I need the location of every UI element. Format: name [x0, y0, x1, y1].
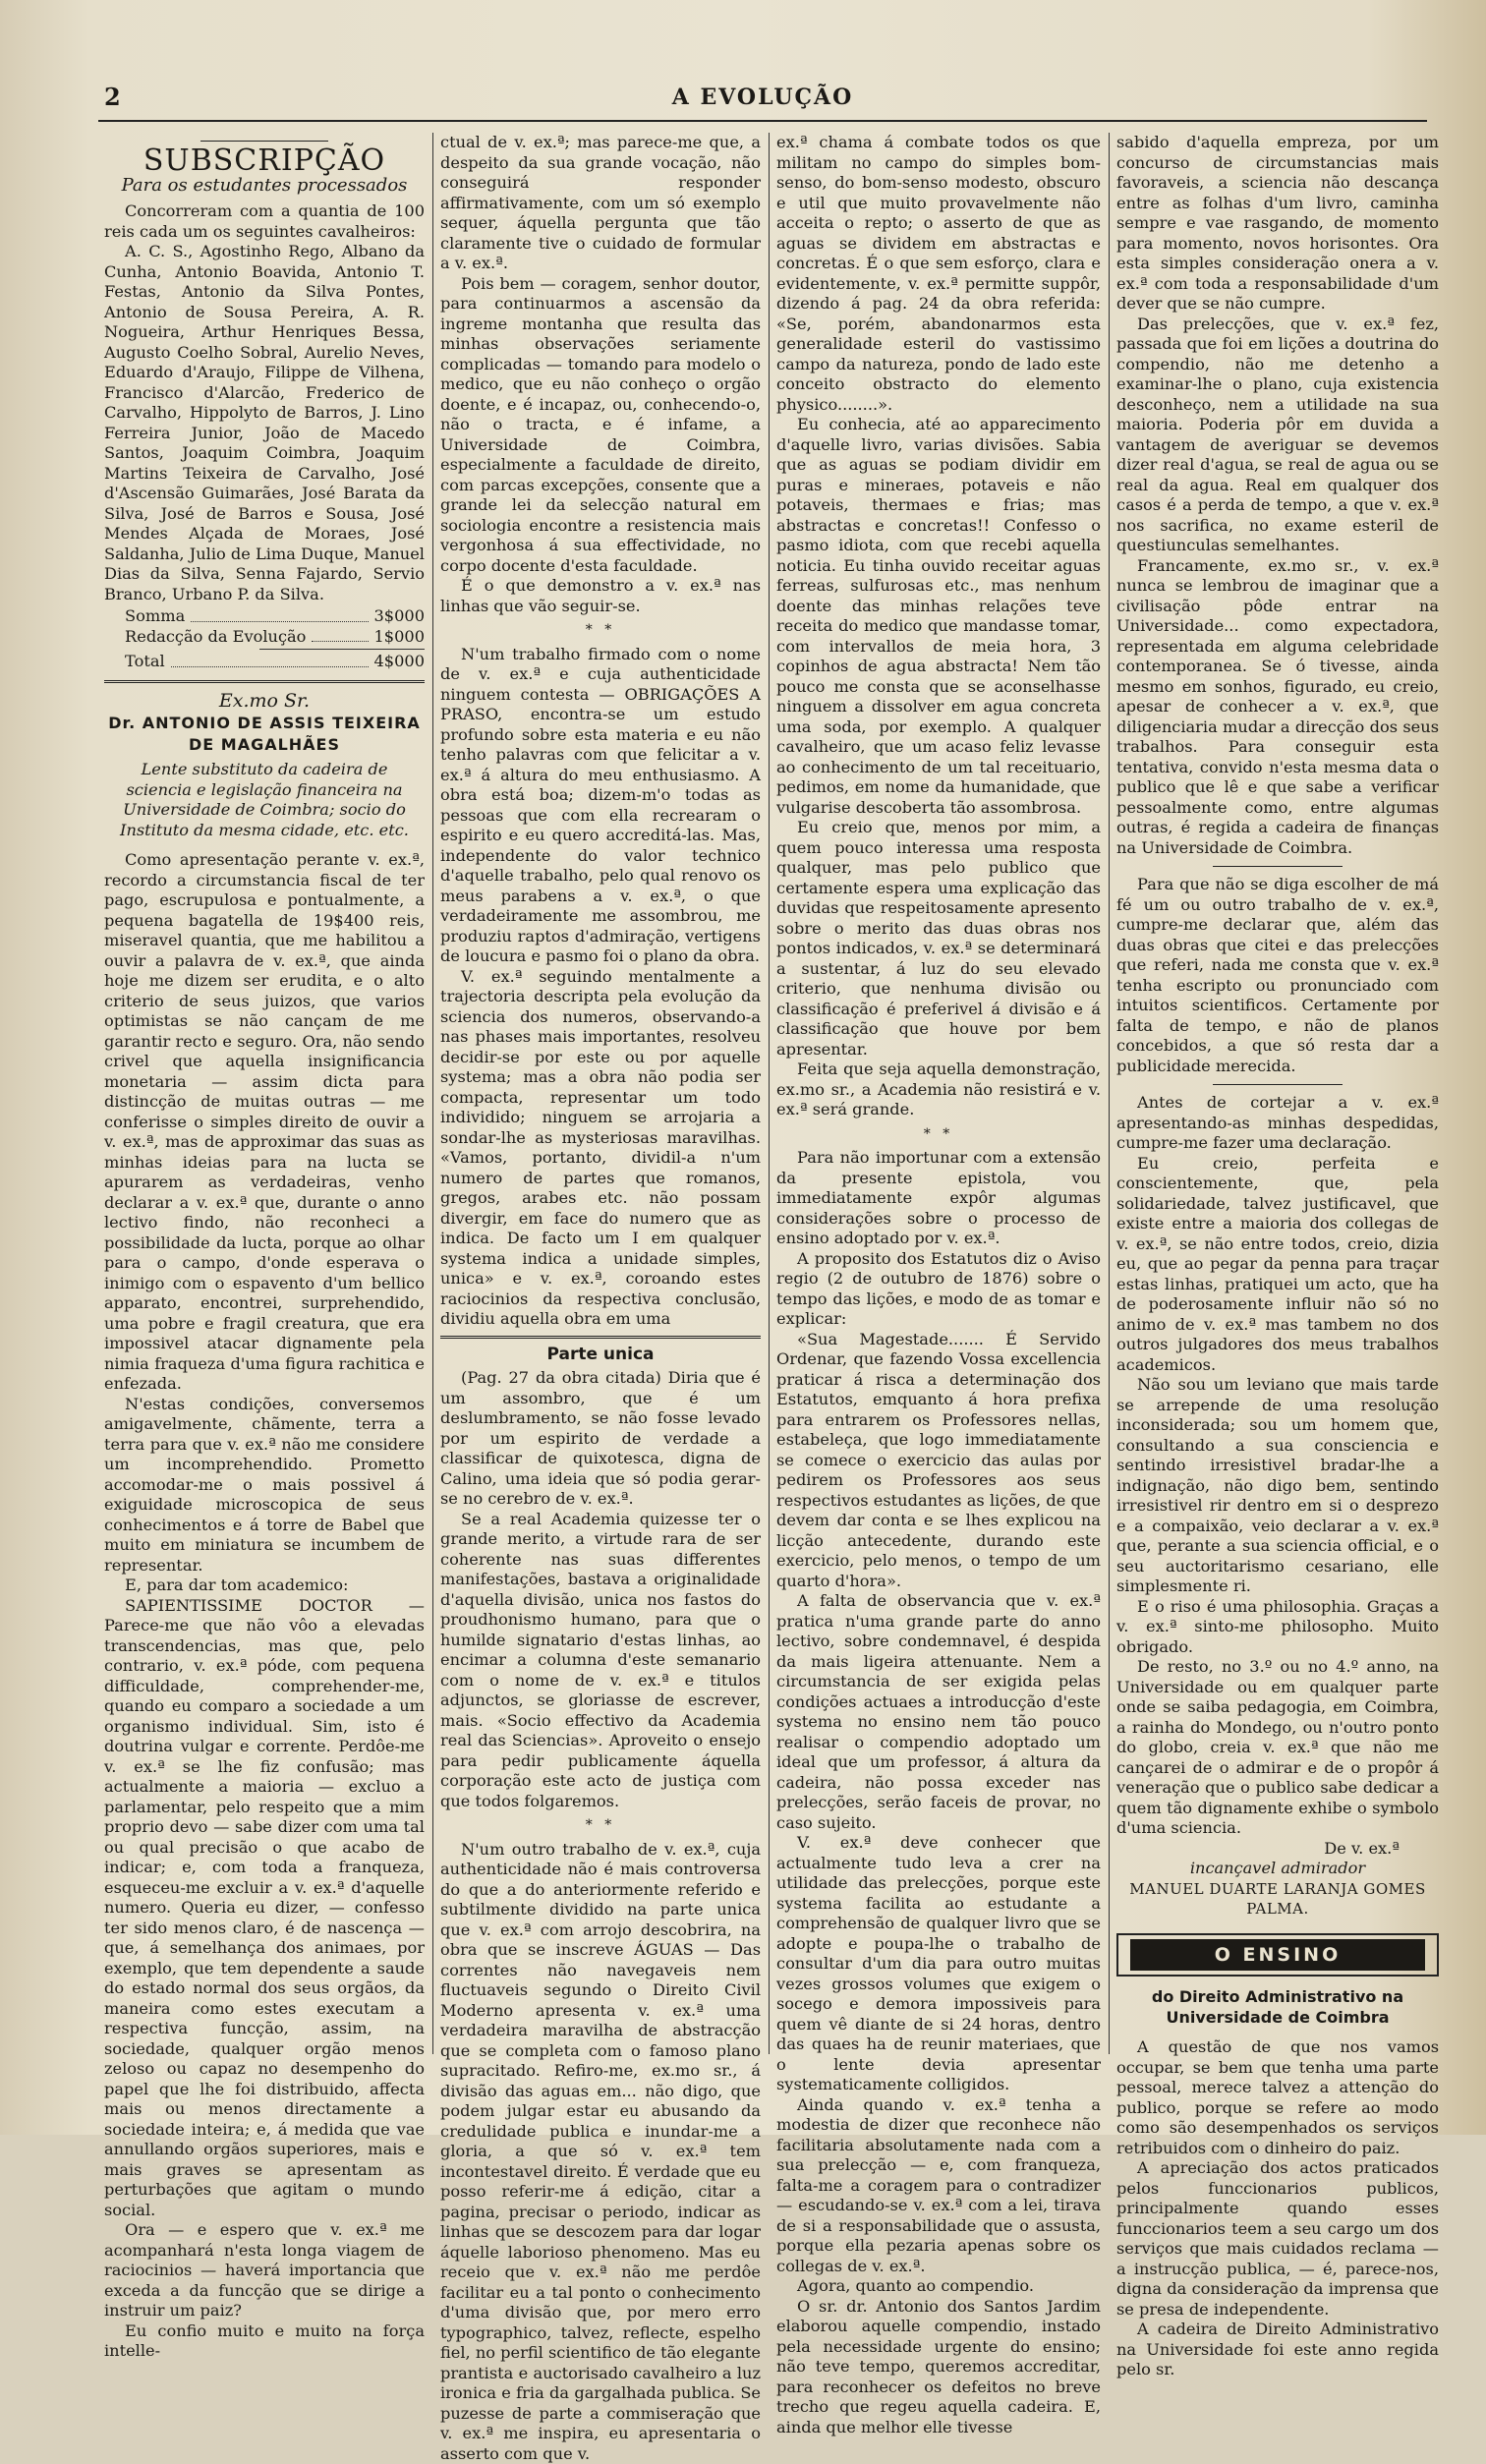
paragraph: Eu creio, perfeita e conscientemente, que, pela solidariedade, talvez justificavel, que existe entre a maioria dos collegas de v. ex.ª, se não entre todos, creio, dizia eu, que ao pegar da penna para traçar estas linhas, pratiquei um acto, que ha de poderosamente influir não só no animo de v. ex.ª mas tambem no dos outros julgadores dos meus trabalhos academicos. [1116, 1154, 1439, 1376]
addressee-name: Dr. ANTONIO DE ASSIS TEIXEIRA DE MAGALHÃES [104, 713, 425, 756]
signature-role: incançavel admirador [1116, 1859, 1439, 1879]
paragraph: Ainda quando v. ex.ª tenha a modestia de dizer que reconhece não facilitaria absolutamente nada com a sua prelecção — e, com franqueza, falta-me a coragem para o contradizer — escudando-se v. ex.ª com a lei, tirava de si a responsabilidade que o assusta, porque ella pezaria apenas sobre os collegas de v. ex.ª. [776, 2095, 1101, 2277]
separator: * * [440, 620, 761, 641]
paragraph: Para que não se diga escolher de má fé um ou outro trabalho de v. ex.ª, cumpre-me declarar que, além das duas obras que citei e das prelecções que referi, nada me consta que v. ex.ª tenha escripto ou pronunciado com intuitos scientificos. Certamente por falta de tempo, e não de planos concebidos, a que só resta dar a publicidade merecida. [1116, 875, 1439, 1076]
paragraph: V. ex.ª deve conhecer que actualmente tudo leva a crer na utilidade das prelecções, porque este systema facilita ao estudante a comprehensão de qualquer livro que se adopte e poupa-lhe o trabalho de consultar d'um dia para outro muitas vezes grossos volumes que exigem o socego e demora impossiveis para quem vê diante de si 24 horas, dentro das quaes ha de reunir materiaes, que o lente devia apresentar systematicamente colligidos. [776, 1833, 1101, 2095]
paragraph: A cadeira de Direito Administrativo na Universidade foi este anno regida pelo sr. [1116, 2320, 1439, 2380]
subscription-subtitle: Para os estudantes processados [104, 176, 425, 197]
page-number: 2 [104, 83, 121, 111]
paragraph: Como apresentação perante v. ex.ª, recordo a circumstancia fiscal de ter pago, escrupulosa e pontualmente, a pequena bagatella de 19$400 reis, miseravel quantia, que me habilitou a ouvir a palavra de v. ex.ª, que ainda hoje me dizem ser erudita, e o alto criterio de seus juizos, que varios optimistas se não cançam de me garantir recto e seguro. Ora, não sendo crivel que aquella insignificancia monetaria — assim dicta para distincção de muitas outras — me conferisse o simples direito de ouvir a v. ex.ª, mas de approximar das suas as minhas ideias para na lucta se apurarem as verdadeiras, venho declarar a v. ex.ª que, durante o anno lectivo findo, não reconheci a possibilidade da lucta, porque ao olhar para o campo, d'onde esperava o inimigo com o espavento d'um bellico apparato, encontrei, surprehendido, uma pobre e fragil creatura, que era impossivel atacar dignamente pela nimia fraqueza d'uma figura rachitica e enfezada. [104, 850, 425, 1395]
paragraph: E, para dar tom academico: [104, 1576, 425, 1596]
paragraph: ex.ª chama á combate todos os que militam no campo do simples bom-senso, do bom-senso modesto, obscuro e util que muito provavelmente não acceita o repto; o asserto de que as aguas se dividem em abstractas e concretas. É o que sem esforço, clara e evidentemente, v. ex.ª permitte suppôr, dizendo á pag. 24 da obra referida: «Se, porém, abandonarmos esta generalidade esteril do vastissimo campo da natureza, pondo de lado este conceito obstracto do elemento physico........». [776, 133, 1101, 415]
paragraph: Eu conhecia, até ao apparecimento d'aquelle livro, varias divisões. Sabia que as aguas se podiam dividir em puras e mineraes, potaveis e não potaveis, thermaes e frias; mas abstractas e concretas!! Confesso o pasmo idiota, com que recebi aquella noticia. Eu tinha ouvido receitar aguas ferreas, sulfurosas etc., mas nenhum doente das minhas relações teve receita do medico que mandasse tomar, com intervallos de meia hora, 3 copinhos de agua abstracta! Nem tão pouco me consta que se aconselhasse ninguem a dissolver em agua concreta uma soda, por exemplo. A qualquer cavalheiro, que um acaso feliz levasse ao conhecimento de um tal receituario, pedimos, em nome da humanidade, que vulgarise descoberta tão assombrosa. [776, 415, 1101, 818]
ensino-header [1116, 1933, 1439, 1977]
paragraph: Eu confio muito e muito na força intelle- [104, 2321, 425, 2362]
section-rule [1213, 866, 1342, 867]
masthead-rule [98, 120, 1427, 122]
ensino-subtitle: do Direito Administrativo na Universidade de Coimbra [1116, 1986, 1439, 2028]
paragraph: sabido d'aquella empreza, por um concurso de circumstancias mais favoraveis, a sciencia não descança entre as folhas d'um livro, caminha sempre e vae rasgando, de momento para momento, novos horisontes. Ora esta simples consideração onera a v. ex.ª com toda a responsabilidade d'um dever que se não cumpre. [1116, 133, 1439, 315]
paragraph: Feita que seja aquella demonstração, ex.mo sr., a Academia não resistirá e v. ex.ª será grande. [776, 1060, 1101, 1120]
paragraph: Se a real Academia quizesse ter o grande merito, a virtude rara de ser coherente nas suas differentes manifestações, bastava a originalidade d'aquella divisão, unica nos fastos do proudhonismo humano, para que o humilde signatario d'estas linhas, ao encimar a columna d'este semanario com o nome de v. ex.ª e titulos adjunctos, se gloriasse de escrever, mais. «Socio effectivo da Academia real das Sciencias». Aproveito o ensejo para pedir publicamente áquella corporação este acto de justiça com que todos folgaremos. [440, 1510, 761, 1812]
ledger-value: 4$000 [374, 652, 426, 672]
signature-lead: De v. ex.ª [1116, 1839, 1400, 1860]
masthead [98, 79, 1427, 118]
paragraph: Agora, quanto ao compendio. [776, 2276, 1101, 2297]
ledger-row [125, 652, 425, 672]
subscriber-list: A. C. S., Agostinho Rego, Albano da Cunha, Antonio Boavida, Antonio T. Festas, Antonio da Silva Pontes, Antonio de Sousa Pereira, A. R. Nogueira, Arthur Henriques Bessa, Augusto Coelho Sobral, Aurelio Neves, Eduardo d'Araujo, Filippe de Vilhena, Francisco d'Alarcão, Frederico de Carvalho, Hippolyto de Barros, J. Lino Ferreira Junior, João de Macedo Santos, Joaquim Coimbra, Joaquim Martins Teixeira de Carvalho, José d'Ascensão Guimarães, José Barata da Silva, José de Barros e Sousa, José Mendes Alçada de Moraes, José Saldanha, Julio de Lima Duque, Manuel Dias da Silva, Senna Fajardo, Servio Branco, Urbano P. da Silva. [104, 242, 425, 604]
ledger-value: 1$000 [374, 627, 426, 648]
subscription-ledger [125, 606, 425, 672]
column-divider [1109, 133, 1110, 2054]
addressee-role: Lente substituto da cadeira de sciencia e legislação financeira na Universidade de Coimbra; socio do Instituto da mesma cidade, etc. etc. [110, 760, 419, 840]
paragraph: V. ex.ª seguindo mentalmente a trajectoria descripta pela evolução da sciencia dos numeros, observando-a nas phases mais importantes, resolveu decidir-se por este ou por aquelle systema; mas a obra não podia ser compacta, representar um todo individido; ninguem se arrojaria a sondar-lhe as mysteriosas maravilhas. «Vamos, portanto, dividil-a n'um numero de partes que romanos, gregos, arabes etc. não possam divergir, em face do numero que as indica. De facto um I em qualquer systema indica a unidade simples, unica» e v. ex.ª, coroando estes raciocinios da respectiva conclusão, dividiu aquella obra em uma [440, 967, 761, 1330]
column-1 [104, 133, 425, 2059]
newspaper-title: A EVOLUÇÃO [98, 85, 1427, 110]
ledger-row [125, 606, 425, 627]
paragraph: Francamente, ex.mo sr., v. ex.ª nunca se lembrou de imaginar que a civilisação pôde entrar na Universidade... como expectadora, representada em alguma celebridade contemporanea. Se ó tivesse, ainda mesmo em sonhos, figurado, eu creio, apesar de conhecer a v. ex.ª, que diligenciaria mudar a direcção dos seus trabalhos. Para conseguir esta tentativa, convido n'esta mesma data o publico que lê e que sabe a verificar pessoalmente como, entre algumas outras, é regida a cadeira de finanças na Universidade de Coimbra. [1116, 556, 1439, 859]
column-divider [432, 133, 433, 2054]
ledger-label: Somma [125, 606, 185, 627]
section-rule [1213, 1084, 1342, 1085]
column-2 [440, 133, 761, 2059]
ledger-value: 3$000 [374, 606, 426, 627]
ensino-title: O ENSINO [1130, 1939, 1425, 1972]
paragraph: (Pag. 27 da obra citada) Diria que é um assombro, que é um deslumbramento, se não fosse levado por um espirito de verdade a classificar de quixotesca, digna de Calino, uma ideia que só podia gerar-se no cerebro de v. ex.ª. [440, 1368, 761, 1510]
column-4 [1116, 133, 1439, 2059]
paragraph: De resto, no 3.º ou no 4.º anno, na Universidade ou em qualquer parte onde se saiba pedagogia, em Coimbra, a rainha do Mondego, ou n'outro ponto do globo, creia v. ex.ª que não me cançarei de o admirar e de o propôr á veneração que o publico sabe dedicar a quem tão dignamente exhibe o symbolo d'uma sciencia. [1116, 1657, 1439, 1839]
paragraph: É o que demonstro a v. ex.ª nas linhas que vão seguir-se. [440, 576, 761, 616]
paragraph: A falta de observancia que v. ex.ª pratica n'uma grande parte do anno lectivo, sobre condemnavel, é despida da mais ligeira attenuante. Nem a circumstancia de ser exigida pelas condições actuaes a introducção d'este systema no ensino nem tão pouco realisar o compendio adoptado um ideal que um professor, á altura da cadeira, não possa exceder nas prelecções, serão faceis de provar, no caso sujeito. [776, 1591, 1101, 1833]
column-divider [769, 133, 770, 2054]
paragraph: A questão de que nos vamos occupar, se bem que tenha uma parte pessoal, merece talvez a attenção do publico, porque se refere ao modo como são desempenhados os serviços retribuidos com o dinheiro do paiz. [1116, 2037, 1439, 2158]
paragraph: «Sua Magestade....... É Servido Ordenar, que fazendo Vossa excellencia praticar á risca a determinação dos Estatutos, emquanto á hora prefixa para entrarem os Professores nellas, estabeleça, que logo immediatamente se comece o exercicio das aulas por pedirem os Professores aos seus respectivos estudantes as lições, de que devem dar conta e se lhes explicou na licção antecedente, durando este exercicio, pelo menos, o tempo de um quarto d'hora». [776, 1330, 1101, 1592]
paragraph: Pois bem — coragem, senhor doutor, para continuarmos a ascensão da ingreme montanha que resulta das minhas observações seriamente complicadas — tomando para modelo o medico, que eu não conheço o orgão doente, e é incapaz, ou, conhecendo-o, não o tracta, e é infame, a Universidade de Coimbra, especialmente a faculdade de direito, com parcas excepções, consente que a grande lei da selecção natural em sociologia encontre a resistencia mais vergonhosa á sua effectividade, no corpo docente d'esta faculdade. [440, 274, 761, 577]
paragraph: ctual de v. ex.ª; mas parece-me que, a despeito da sua grande vocação, não conseguirá responder affirmativamente, com um só exemplo sequer, áquella pergunta que tão claramente tive o cuidado de formular a v. ex.ª. [440, 133, 761, 274]
paragraph: N'um outro trabalho de v. ex.ª, cuja authenticidade não é mais controversa do que a do anteriormente referido e subtilmente dividido na parte unica que v. ex.ª com arrojo descobrira, na obra que se inscreve ÁGUAS — Das correntes não navegaveis nem fluctuaveis segundo o Direito Civil Moderno apresenta v. ex.ª uma verdadeira maravilha de abstracção que se completa com o famoso plano supracitado. Refiro-me, ex.mo sr., á divisão das aguas em... não digo, que podem julgar estar eu abusando da credulidade publica e inundar-me a gloria, a que só v. ex.ª tem incontestavel direito. É verdade que eu posso referir-me á edição, citar a pagina, precisar o periodo, indicar as linhas que se descozem para dar logar áquelle laborioso phenomeno. Mas eu receio que v. ex.ª não me perdôe facilitar eu a tal ponto o conhecimento d'uma divisão que, por mero erro typographico, talvez, reflecte, espelho fiel, no perfil scientifico de tão elegante prantista e auctorisado cavalheiro a luz ironica e fria da gargalhada publica. Se puzesse de parte a commiseração que v. ex.ª me inspira, eu apresentaria o asserto com que v. [440, 1840, 761, 2464]
subscription-title: SUBSCRIPÇÃO [104, 151, 425, 172]
separator: * * [440, 1815, 761, 1836]
subscription-intro: Concorreram com a quantia de 100 reis cada um os seguintes cavalheiros: [104, 201, 425, 242]
salutation: Ex.mo Sr. [104, 691, 425, 712]
ledger-label: Redacção da Evolução [125, 627, 306, 648]
separator: * * [776, 1124, 1101, 1145]
paragraph: Ora — e espero que v. ex.ª me acompanhará n'esta longa viagem de raciocinios — haverá importancia que exceda a da funcção que se dirige a instruir um paiz? [104, 2220, 425, 2321]
paragraph: N'estas condições, conversemos amigavelmente, chãmente, terra a terra para que v. ex.ª não me considere um incomprehendido. Prometto accomodar-me o mais possivel á exiguidade microscopica de seus conhecimentos e á torre de Babel que muito em miniatura se incumbem de representar. [104, 1395, 425, 1576]
paragraph: SAPIENTISSIME DOCTOR — Parece-me que não vôo a elevadas transcendencias, mas que, pelo contrario, v. ex.ª póde, com pequena difficuldade, comprehender-me, quando eu comparo a sociedade a um organismo individual. Sim, isto é doutrina vulgar e corrente. Perdôe-me v. ex.ª se lhe fiz confusão; mas actualmente a maioria — excluo a parlamentar, pelo respeito que a mim proprio devo — sabe dizer com uma tal ou qual precisão o que acabo de indicar; e, com toda a franqueza, esqueceu-me excluir a v. ex.ª d'aquelle numero. Queria eu dizer, — confesso ter sido menos claro, é de nascença — que, á semelhança dos animaes, por exemplo, que tem dependente a saude do estado normal dos seus orgãos, da maneira como estes executam a respectiva funcção, assim, na sociedade, qualquer orgão menos zeloso ou capaz no desempenho do papel que lhe foi distribuido, affecta mais ou menos directamente a sociedade inteira; e, á medida que vae annullando orgãos superiores, mais e mais graves se apresentam as perturbações que agitam o mundo social. [104, 1596, 425, 2221]
section-rule [200, 141, 328, 142]
paragraph: Eu creio que, menos por mim, a quem pouco interessa uma resposta qualquer, mas pelo publico que certamente espera uma explicação das duvidas que respeitosamente apresento sobre o merito das duas obras nos pontos indicados, v. ex.ª se determinará a sustentar, á luz do seu elevado criterio, que nenhuma divisão ou classificação é preferivel á divisão e á classificação que houve por bem apresentar. [776, 818, 1101, 1060]
paragraph: O sr. dr. Antonio dos Santos Jardim elaborou aquelle compendio, instado pela necessidade urgente do ensino; não teve tempo, queremos accreditar, para reconhecer os defeitos no breve trecho que regeu aquella cadeira. E, ainda que melhor elle tivesse [776, 2297, 1101, 2438]
paragraph: Não sou um leviano que mais tarde se arrepende de uma resolução inconsiderada; sou um homem que, consultando a sua consciencia e sentindo irresistivel bradar-lhe a indignação, não digo bem, sentindo irresistivel rir dentro em si o desprezo e a compaixão, veio declarar a v. ex.ª que, perante a sua sciencia official, e o seu auctoritarismo cesariano, elle simplesmente ri. [1116, 1375, 1439, 1597]
section-rule [104, 680, 425, 683]
paragraph: E o riso é uma philosophia. Graças a v. ex.ª sinto-me philosopho. Muito obrigado. [1116, 1597, 1439, 1658]
paragraph: Das prelecções, que v. ex.ª fez, passada que foi em lições a doutrina do compendio, não me detenho a examinar-lhe o plano, cuja existencia desconheço, nem a utilidade na sua maioria. Poderia pôr em duvida a vantagem de averiguar se devemos dizer real d'agua, se real de agua ou se real da agua. Real em qualquer dos casos é a perda de tempo, a que v. ex.ª nos sacrifica, no exame esteril de questiunculas semelhantes. [1116, 315, 1439, 556]
signature-name: MANUEL DUARTE LARANJA GOMES PALMA. [1116, 1879, 1439, 1920]
paragraph: A proposito dos Estatutos diz o Aviso regio (2 de outubro de 1876) sobre o tempo das lições, e modo de as tomar e explicar: [776, 1249, 1101, 1330]
paragraph: A apreciação dos actos praticados pelos funccionarios publicos, principalmente quando esses funccionarios teem a seu cargo um dos serviços que mais cuidados reclama — a instrucção publica, — é, parece-nos, digna da consideração da imprensa que se presa de independente. [1116, 2158, 1439, 2320]
ledger-label: Total [125, 652, 165, 672]
paragraph: N'um trabalho firmado com o nome de v. ex.ª e cuja authenticidade ninguem contesta — OBRIGAÇÕES A PRASO, encontra-se um estudo profundo sobre esta materia e eu não tenho palavras com que felicitar a v. ex.ª á altura do meu enthusiasmo. A obra está boa; dizem-m'o todas as pessoas que com ella recrearam o espirito e eu quero accreditá-las. Mas, independente do valor technico d'aquelle trabalho, pelo qual renovo os meus parabens a v. ex.ª, o que verdadeiramente me assombrou, me produziu raptos d'admiração, vertigens de loucura e pasmo foi o plano da obra. [440, 645, 761, 967]
ledger-row [125, 627, 425, 648]
part-title: Parte unica [440, 1345, 761, 1365]
column-3 [776, 133, 1101, 2059]
paragraph: Para não importunar com a extensão da presente epistola, vou immediatamente expôr algumas considerações sobre o processo de ensino adoptado por v. ex.ª. [776, 1148, 1101, 1249]
paragraph: Antes de cortejar a v. ex.ª apresentando-as minhas despedidas, cumpre-me fazer uma declaração. [1116, 1093, 1439, 1154]
